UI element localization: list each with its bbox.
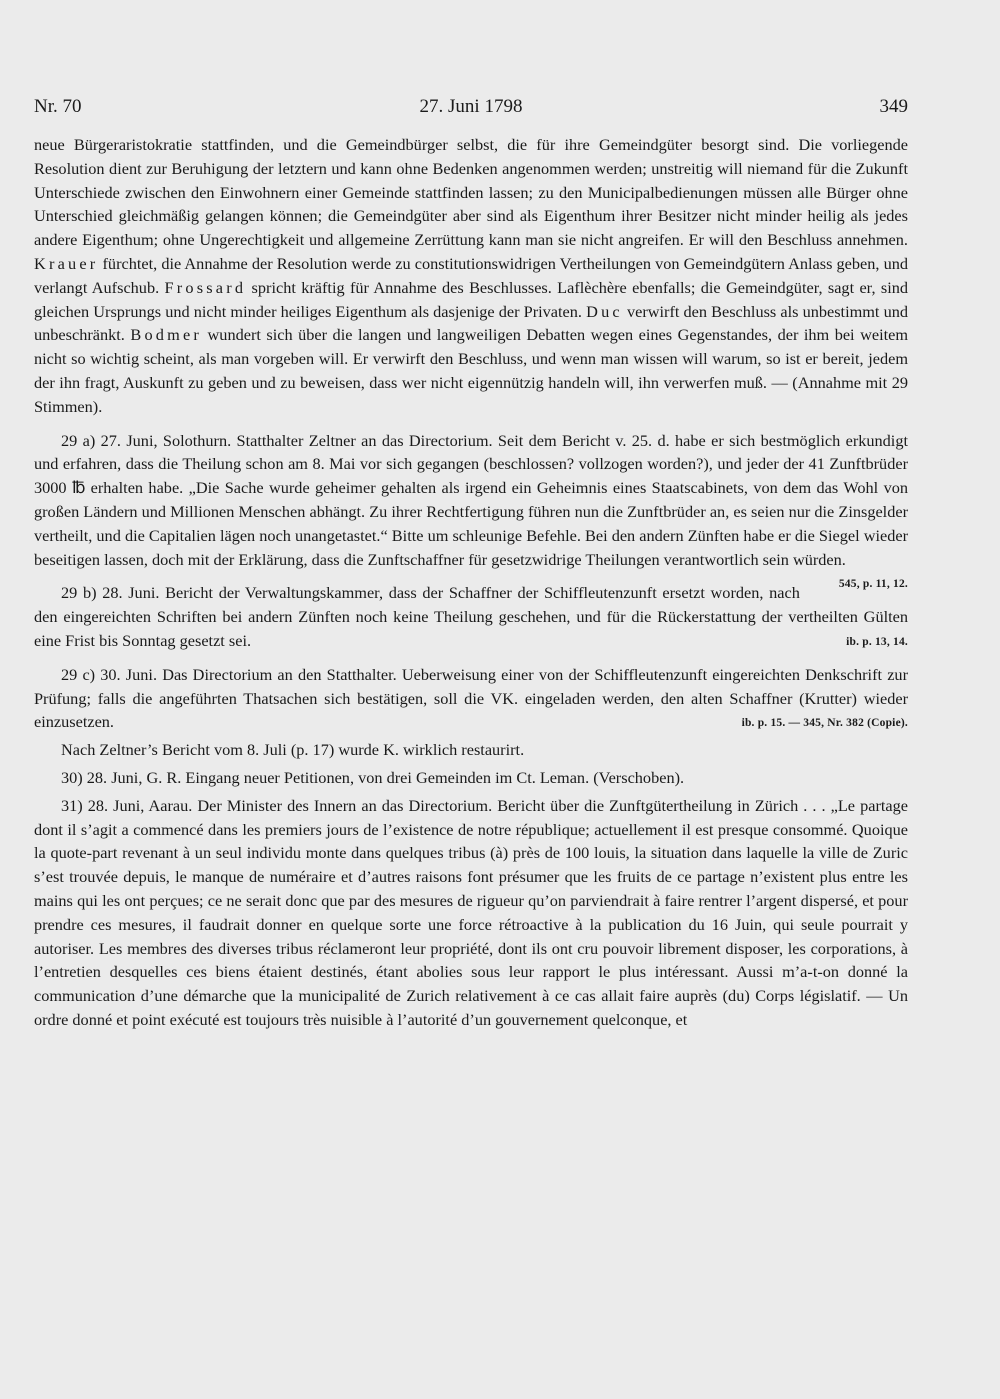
source-reference: ib. p. 15. — 345, Nr. 382 (Copie).: [741, 717, 908, 730]
text-run: fürchtet, die Annahme der Resolution werde zu constitutionswidrigen Vertheilungen von Gemeindgütern Anlass geben, und verlangt Aufschub.: [34, 253, 908, 297]
source-reference: 545, p. 11, 12.: [838, 578, 908, 591]
paragraph-30: 30) 28. Juni, G. R. Eingang neuer Petitionen, von drei Gemeinden im Ct. Leman. (Verschoben).: [61, 767, 685, 787]
paragraph-31: 31) 28. Juni, Aarau. Der Minister des Innern an das Directorium. Bericht über die Zunftgütertheilung in Zürich . . . „Le partage dont il s’agit a commencé dans les premiers jours de l’existence de notre république; actuellement il est presque consommé. Quoique la quote-part revenant à un seul individu monte dans quelques tribus (à) près de 100 louis, la situation dans laquelle la ville de Zuric s’est trouvée depuis, le manque de numéraire et d’autres raisons font présumer que les fruits de ce partage n’existent plus entre les mains qui les ont perçues; ce ne serait donc que par des mesures de rigueur qu’on parviendrait à faire rentrer l’argent dispersé, et pour prendre ces mesures, il faudrait donner en quelque sorte une force rétroactive à la publication du 16 Juin, qui seule pourrait y autoriser. Les membres des diverses tribus réclameront leur propriété, dont ils ont cru pouvoir librement disposer, les corporations, à l’entretien desquelles ces biens étaient destinés, étant abolies sous leur rapport le plus intéressant. Aussi m’a-t-on donné la communication d’une démarche que la municipalité de Zurich relativement à ce cas allait faire auprès (du) Corps législatif. — Un ordre donné et point exécuté est toujours très nuisible à l’autorité d’un gouvernement quelconque, et: [34, 795, 908, 1029]
page-number: 349: [879, 96, 908, 117]
paragraph-text: 29 b) 28. Juni. Bericht der Verwaltungskammer, dass der Schaffner der Schiffleutenzunft ersetzt worden, nach den eingereichten Schriften bei andern Zünften noch keine Theilung geschehen, und für die Rückerstattung der vertheilten Gülten eine Frist bis Sonntag gesetzt sei.: [34, 583, 908, 650]
text-run: ebenfalls; die Gemeindgüter, sagt er, sind gleichen Ursprungs und nicht minder heiliges Eigenthum als dasjenige der Privaten.: [34, 277, 908, 321]
speaker-name: Duc: [586, 301, 623, 321]
text-run: neue Bürgeraristokratie stattfinden, und die Gemeindbürger selbst, die für ihre Gemeindgüter besorgt sind. Die vorliegende Resolution dient zur Beruhigung der letztern und kann ohne Bedenken angenommen werden; unstreitig will niemand für die Zukunft Unterschiede zwischen den Einwohnern einer Gemeinde stattfinden lassen; zu den Municipalbedienungen müssen alle Bürger ohne Unterschied gleichmäßig gelangen können; die Gemeindgüter aber sind als Eigenthum ihrer Besitzer nicht minder heilig als jedes andere Eigenthum; ohne Ungerechtigkeit und allgemeine Zerrüttung kann man sie nicht angreifen. Er will den Beschluss annehmen.: [34, 135, 908, 250]
page-header: [34, 96, 908, 122]
paragraph-debate: [34, 133, 908, 419]
paragraph-29c: [34, 663, 908, 734]
speaker-name: Bodmer: [130, 325, 203, 345]
entry-number: Nr. 70: [34, 96, 82, 117]
paragraph-29b: [34, 581, 908, 652]
paragraph-zeltner-note: Nach Zeltner’s Bericht vom 8. Juli (p. 17) wurde K. wirklich restaurirt.: [61, 740, 525, 760]
text-run: verwirft den Beschluss als unbestimmt und unbeschränkt.: [34, 301, 908, 345]
speaker-name: Frossard: [164, 277, 247, 297]
document-body: [34, 133, 908, 1032]
source-reference: ib. p. 13, 14.: [846, 635, 908, 648]
header-date: 27. Juni 1798: [419, 96, 523, 117]
paragraph-29a: [34, 429, 908, 591]
paragraph-text: 29 c) 30. Juni. Das Directorium an den Statthalter. Ueberweisung einer von der Schiffleutenzunft eingereichten Denkschrift zur Prüfung; falls die angeführten Thatsachen sich bestätigen, soll die VK. eingeladen werden, den alten Schaffner (Krutter) wieder einzusetzen.: [34, 664, 908, 732]
text-run: spricht kräftig für Annahme des Beschlusses.: [246, 277, 558, 297]
text-run: wundert sich über die langen und langweiligen Debatten wegen eines Gegenstandes, der ihm bei weitem nicht so wichtig scheint, als man vorgeben will. Er verwirft den Beschluss, und wenn man wissen will warum, so ist er bereit, jedem der ihn fragt, Auskunft zu geben und zu beweisen, dass wer nicht eigennützig handeln will, ihn verwerfen muß. — (Annahme mit 29 Stimmen).: [34, 325, 909, 416]
speaker-name: Laflèchère: [557, 277, 627, 297]
paragraph-text: 29 a) 27. Juni, Solothurn. Statthalter Zeltner an das Directorium. Seit dem Bericht v. 25. d. habe er sich bestmöglich erkundigt und erfahren, dass die Theilung schon am 8. Mai vor sich gegangen (beschlossen? vollzogen worden?), und jeder der 41 Zunftbrüder 3000 ℔ erhalten habe. „Die Sache wurde geheimer gehalten als irgend ein Geheimnis eines Staatscabinets, von dem das Wohl von großen Ländern und Millionen Menschen abhängt. Zu ihrer Rechtfertigung führen nun die Zunftbrüder an, es seien nur die Zinsgelder vertheilt, und die Capitalien lägen noch unangetastet.“ Bitte um schleunige Befehle. Bei den andern Zünften habe er die Siegel wieder beseitigen lassen, doch mit der Erklärung, dass die Zunftschaffner für gesetzwidrige Theilungen verantwortlich sein würden.: [34, 430, 908, 569]
speaker-name: Krauer: [34, 253, 99, 273]
